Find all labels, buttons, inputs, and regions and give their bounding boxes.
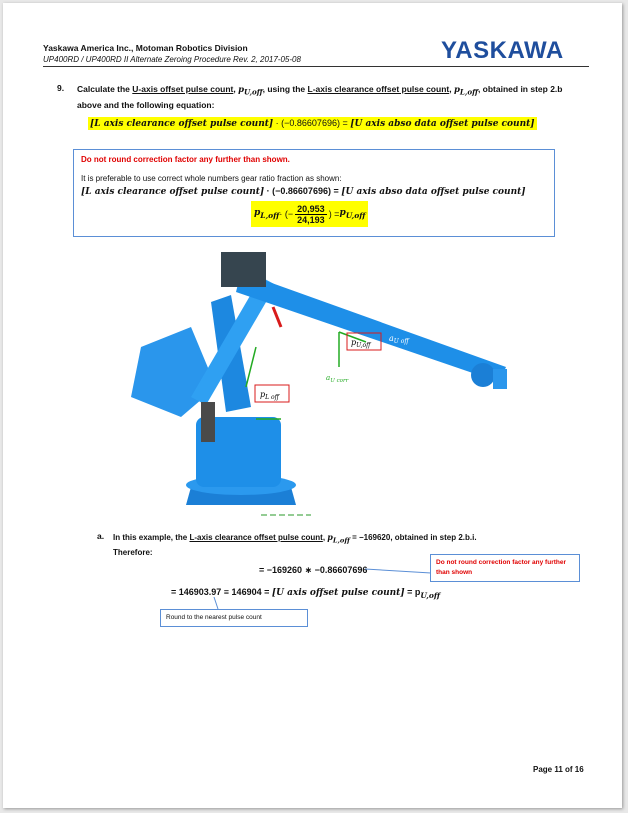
step-text: , [449, 84, 454, 94]
main-equation [88, 117, 537, 130]
calc-symbol: = p [404, 587, 421, 597]
calc-symbol-sub: U,off [420, 590, 441, 600]
p-u-off-symbol: $p_{U,off}$ [339, 208, 366, 220]
substep-letter: a. [97, 531, 105, 541]
robot-diagram [121, 247, 521, 517]
step-text: , using the [262, 84, 308, 94]
a-u-off-label: $a_{U off}$ [389, 334, 409, 345]
substep-text: , [322, 533, 328, 542]
step-9-instruction [77, 83, 587, 111]
eq-mid: · (−0.86607696) = [273, 118, 351, 128]
note-equation [81, 186, 526, 197]
eq-rhs: [U axis abso data offset pulse count] [350, 119, 535, 129]
u-axis-term: U-axis offset pulse count [132, 84, 234, 94]
eq-mid: · (−0.86607696) = [264, 186, 342, 196]
rounding-warning: Do not round correction factor any further than shown. [81, 155, 290, 164]
eq-rhs: [U axis abso data offset pulse count] [341, 187, 526, 197]
robot-upper-arm [236, 272, 506, 382]
step-text: , [233, 84, 239, 94]
p-u-off-symbol: $p_{U,off}$ [238, 85, 263, 97]
eq-mid: ) = [328, 209, 340, 219]
p-l-off-symbol: $p_{L,off}$ [327, 532, 350, 545]
eq-mid: · (− [279, 209, 294, 219]
l-axis-term: L-axis clearance offset pulse count [189, 533, 323, 542]
gear-ratio-fraction [295, 204, 327, 225]
preferable-note: It is preferable to use correct whole numbers gear ratio fraction as shown: [81, 174, 342, 183]
green-angle-l [246, 347, 256, 387]
robot-wrist [471, 363, 495, 387]
yaskawa-logo: YASKAWA [441, 37, 564, 64]
substep-text: = −169620, obtained in step 2.b.i. [349, 533, 477, 542]
p-l-off-label: $p_{L off}$ [260, 390, 279, 401]
red-arrow [273, 307, 281, 327]
step-number: 9. [57, 83, 65, 93]
robot-flange [493, 369, 507, 389]
calc-result: = 146903.97 ≡ 146904 = [171, 587, 272, 597]
calc-term: [U axis offset pulse count] [271, 588, 405, 598]
header-company: Yaskawa America Inc., Motoman Robotics Division [43, 43, 248, 53]
header-doc-title: UP400RD / UP400RD II Alternate Zeroing Procedure Rev. 2, 2017-05-08 [43, 55, 301, 64]
header-divider [43, 66, 589, 67]
page-number: Page 11 of 16 [533, 765, 584, 774]
robot-motor [201, 402, 215, 442]
fraction-denominator: 24,193 [297, 214, 325, 225]
robot-motor-pack [221, 252, 266, 287]
p-u-off-label: $p_{U,off}$ [351, 338, 371, 349]
fraction-equation [251, 201, 368, 227]
no-round-callout: Do not round correction factor any further than shown [430, 554, 580, 582]
therefore-text: Therefore: [113, 547, 153, 557]
step-text: Calculate the [77, 84, 133, 94]
p-l-off-symbol: $p_{L,off}$ [254, 208, 280, 220]
p-l-off-symbol: $p_{L,off}$ [453, 85, 478, 97]
l-axis-term: L-axis clearance offset pulse count [307, 84, 450, 94]
calc-line-1: = −169260 ∗ −0.86607696 [259, 565, 368, 575]
substep-text: In this example, the [113, 533, 190, 542]
a-u-corr-label: $a_{U corr}$ [326, 374, 349, 384]
round-nearest-callout: Round to the nearest pulse count [160, 609, 308, 627]
eq-lhs: [L axis clearance offset pulse count] [90, 119, 274, 129]
callout-pointer-1 [363, 565, 433, 577]
eq-lhs: [L axis clearance offset pulse count] [81, 187, 265, 197]
document-page [3, 3, 622, 808]
step-text: , obtained in step 2.b above and the following equation: [77, 84, 563, 110]
fraction-numerator: 20,953 [297, 203, 325, 214]
